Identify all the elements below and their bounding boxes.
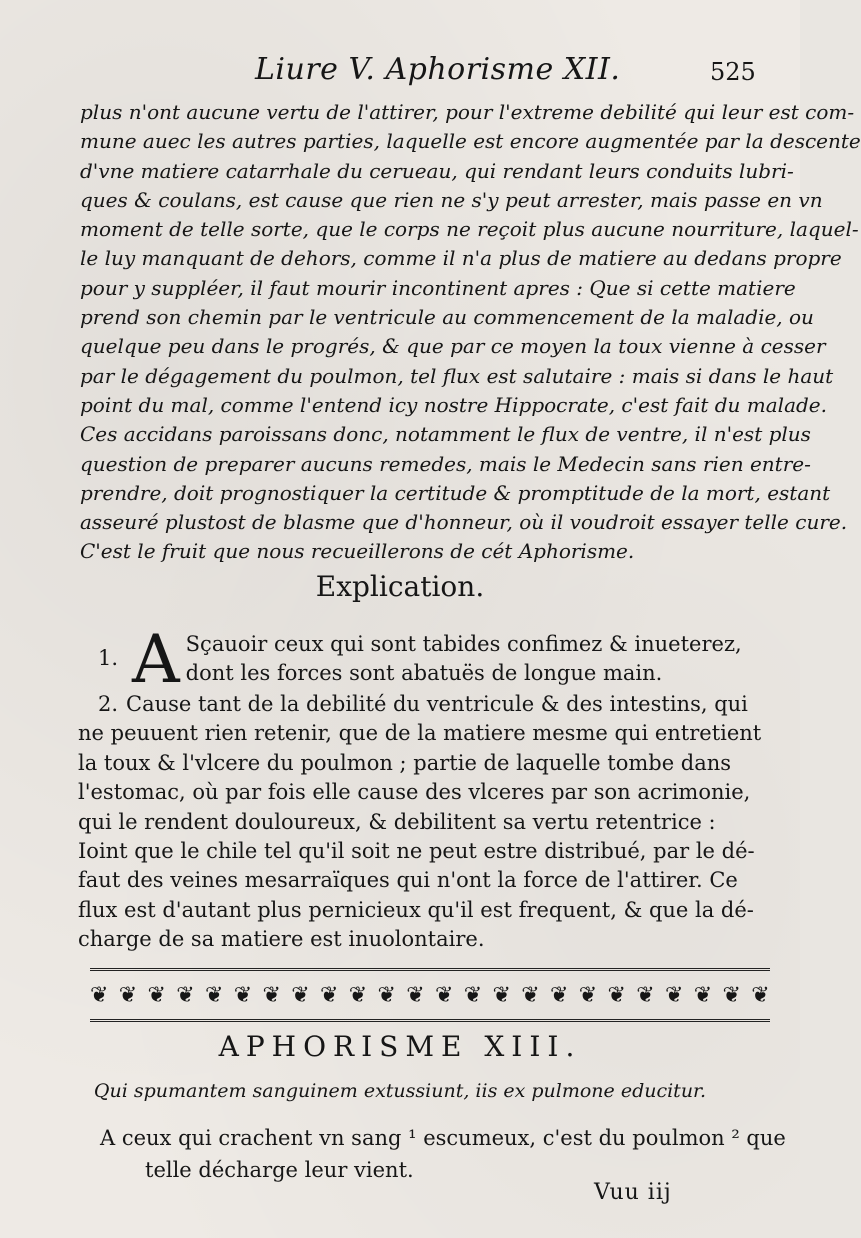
fleuron-icon: ❦ xyxy=(262,982,281,1008)
fleuron-icon: ❦ xyxy=(578,982,598,1008)
text-line: pour y suppléer, il faut mourir incontinent apres : Que si cette matiere xyxy=(80,275,796,300)
decorative-ornament-band xyxy=(90,968,770,1022)
text-line: flux est d'autant plus pernicieux qu'il est frequent, & que la dé- xyxy=(78,897,754,922)
fleuron-icon: ❦ xyxy=(463,982,483,1008)
text-line: C'est le fruit que nous recueillerons de cét Aphorisme. xyxy=(80,539,635,564)
note-number: 2. xyxy=(97,692,118,716)
text-line: qui le rendent douloureux, & debilitent sa vertu retentrice : xyxy=(78,809,716,834)
text-line: point du mal, comme l'entend icy nostre Hippocrate, c'est fait du malade. xyxy=(80,392,827,417)
fleuron-icon: ❦ xyxy=(205,982,224,1008)
page-number: 525 xyxy=(710,58,756,86)
fleuron-icon: ❦ xyxy=(377,982,396,1008)
text-line: faut des veines mesarraïques qui n'ont la force de l'attirer. Ce xyxy=(78,868,738,893)
fleuron-icon: ❦ xyxy=(607,982,626,1008)
fleuron-icon: ❦ xyxy=(291,982,310,1008)
text-line: question de preparer aucuns remedes, mais le Medecin sans rien entre- xyxy=(80,451,811,476)
fleuron-icon: ❦ xyxy=(233,982,253,1008)
text-line: par le dégagement du poulmon, tel flux est salutaire : mais si dans le haut xyxy=(80,363,834,388)
fleuron-icon: ❦ xyxy=(90,982,109,1008)
fleuron-icon: ❦ xyxy=(722,982,741,1008)
fleuron-icon: ❦ xyxy=(435,982,454,1008)
text-line: ne peuuent rien retenir, que de la matiere mesme qui entretient xyxy=(78,721,762,746)
text-line: Cause tant de la debilité du ventricule & des intestins, qui xyxy=(126,692,748,716)
text-line: prendre, doit prognostiquer la certitude & promptitude de la mort, estant xyxy=(80,480,831,505)
aphorism-title: APHORISME XIII. xyxy=(218,1030,582,1063)
text-line: la toux & l'vlcere du poulmon ; partie de laquelle tombe dans xyxy=(78,750,732,775)
commentary-text xyxy=(80,98,861,567)
fleuron-icon: ❦ xyxy=(147,982,166,1008)
text-line: ques & coulans, est cause que rien ne s'y peut arrester, mais passe en vn xyxy=(80,187,823,212)
text-line: charge de sa matiere est inuolontaire. xyxy=(78,927,485,952)
fleuron-icon: ❦ xyxy=(550,982,569,1008)
text-line: le luy manquant de dehors, comme il n'a plus de matiere au dedans propre xyxy=(80,246,842,271)
note-number: 1. xyxy=(97,646,118,670)
explication-heading: Explication. xyxy=(315,570,485,603)
fleuron-icon: ❦ xyxy=(521,982,540,1008)
fleuron-icon: ❦ xyxy=(751,982,770,1008)
explication-notes xyxy=(78,621,768,955)
latin-aphorism: Qui spumantem sanguinem extussiunt, iis ex pulmone educitur. xyxy=(93,1080,707,1102)
text-line: A ceux qui crachent vn sang ¹ escumeux, c'est du poulmon ² que xyxy=(100,1126,786,1150)
fleuron-icon: ❦ xyxy=(693,982,713,1008)
running-title: Liure V. Aphorisme XII. xyxy=(255,52,621,87)
page-header xyxy=(0,52,800,92)
fleuron-icon: ❦ xyxy=(406,982,425,1008)
text-line: telle décharge leur vient. xyxy=(145,1158,414,1182)
fleuron-icon: ❦ xyxy=(636,982,655,1008)
text-line: asseuré plustost de blasme que d'honneur, où il voudroit essayer telle cure. xyxy=(80,510,848,535)
french-translation xyxy=(100,1122,786,1186)
text-line: prend son chemin par le ventricule au commencement de la maladie, ou xyxy=(80,305,814,330)
text-line: Ces accidans paroissans donc, notamment le flux de ventre, il n'est plus xyxy=(80,422,811,447)
text-line: dont les forces sont abatuës de longue main. xyxy=(185,661,663,686)
text-line: d'vne matiere catarrhale du cerueau, qui rendant leurs conduits lubri- xyxy=(80,158,794,183)
fleuron-icon: ❦ xyxy=(176,982,195,1008)
text-line: mune auec les autres parties, laquelle est encore augmentée par la descente xyxy=(80,129,861,154)
note-2 xyxy=(78,690,768,955)
text-line: plus n'ont aucune vertu de l'attirer, pour l'extreme debilité qui leur est com- xyxy=(80,100,855,124)
text-line: l'estomac, où par fois elle cause des vlceres par son acrimonie, xyxy=(78,780,751,805)
text-line: moment de telle sorte, que le corps ne reçoit plus aucune nourriture, laquel- xyxy=(80,217,859,242)
fleuron-icon: ❦ xyxy=(492,982,511,1008)
drop-cap: A xyxy=(132,621,180,698)
text-line: quelque peu dans le progrés, & que par ce moyen la toux vienne à cesser xyxy=(80,334,826,359)
fleuron-icon: ❦ xyxy=(320,982,339,1008)
note-1 xyxy=(78,621,768,698)
signature-mark: Vuu iij xyxy=(594,1180,672,1205)
text-line: Ioint que le chile tel qu'il soit ne peut estre distribué, par le dé- xyxy=(78,839,755,864)
fleuron-icon: ❦ xyxy=(118,982,138,1008)
fleuron-icon: ❦ xyxy=(348,982,368,1008)
fleuron-icon: ❦ xyxy=(665,982,684,1008)
text-line: Sçauoir ceux qui sont tabides confimez & inueterez, xyxy=(185,632,742,656)
